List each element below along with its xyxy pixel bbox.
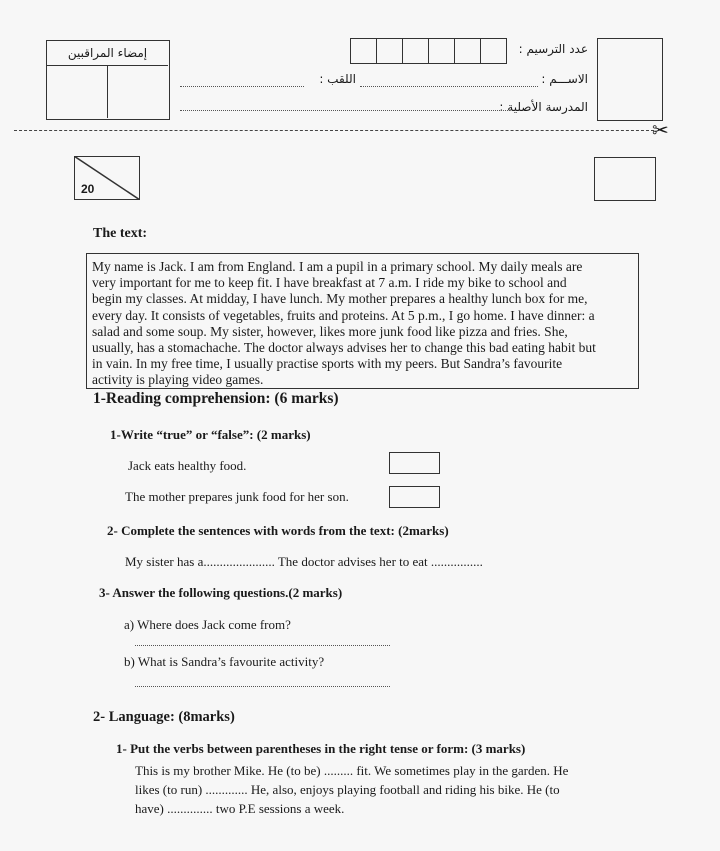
first-name-field[interactable] <box>360 86 538 87</box>
language-q1-title: 1- Put the verbs between parentheses in the right tense or form: (3 marks) <box>116 741 526 756</box>
signature-divider <box>107 66 108 118</box>
tf-answer-box-1[interactable] <box>389 452 440 474</box>
score-value: 20 <box>81 182 95 196</box>
q3-title: 3- Answer the following questions.(2 marks) <box>99 585 343 600</box>
passage-box <box>86 253 639 389</box>
passage-line: begin my classes. At midday, I have lunch. My mother prepares a healthy lunch box for me, <box>92 291 588 307</box>
section2-title: 2- Language: (8marks) <box>93 709 235 725</box>
language-q1-line-3[interactable]: have) .............. two P.E sessions a week. <box>135 801 345 816</box>
q3-answer-a-line[interactable] <box>135 645 390 646</box>
q3-question-b: b) What is Sandra’s favourite activity? <box>124 654 325 669</box>
passage-line: salad and some soup. My sister, however, likes more junk food like pizza and fries. She, <box>92 323 568 339</box>
mark-box <box>594 157 656 201</box>
original-school-field[interactable] <box>180 110 510 111</box>
section1-title: 1-Reading comprehension: (6 marks) <box>93 390 339 407</box>
score-box <box>74 156 140 200</box>
surname-field[interactable] <box>180 86 304 87</box>
invigilators-signature-box <box>46 40 170 120</box>
q3-answer-b-line[interactable] <box>135 686 390 687</box>
passage-line: usually, has a stomachache. The doctor always advises her to change this bad eating habit but <box>92 340 596 356</box>
q1-title: 1-Write “true” or “false”: (2 marks) <box>110 427 311 442</box>
q2-sentence[interactable]: My sister has a...................... The doctor advises her to eat ................ <box>125 554 483 569</box>
passage-line: My name is Jack. I am from England. I am a pupil in a primary school. My daily meals are <box>92 259 583 274</box>
language-q1-line-1[interactable]: This is my brother Mike. He (to be) ......... fit. We sometimes play in the garden. He <box>135 763 569 778</box>
passage-line: very important for me to keep fit. I have breakfast at 7 a.m. I ride my bike to school and <box>92 275 567 291</box>
cut-line <box>14 130 654 131</box>
original-school-label: المدرسة الأصلية : <box>499 100 588 114</box>
passage-line: every day. It consists of vegetables, fruits and proteins. At 5 p.m., I go home. I have dinner: a <box>92 307 595 323</box>
tf-statement-1: Jack eats healthy food. <box>128 458 247 473</box>
tf-statement-2: The mother prepares junk food for her son. <box>125 489 349 504</box>
scissors-icon: ✂ <box>652 118 669 142</box>
id-photo-box <box>597 38 663 121</box>
tf-answer-box-2[interactable] <box>389 486 440 508</box>
language-q1-line-2[interactable]: likes (to run) ............. He, also, enjoys playing football and riding his bike. He (to <box>135 782 560 797</box>
surname-label: اللقب : <box>319 72 356 86</box>
first-name-label: الاســـم : <box>541 72 588 86</box>
passage-line: activity is playing video games. <box>92 372 264 388</box>
q2-title: 2- Complete the sentences with words from the text: (2marks) <box>107 523 449 538</box>
text-title: The text: <box>93 226 148 241</box>
passage-line: in vain. In my free time, I usually practise sports with my peers. But Sandra’s favourite <box>92 356 563 372</box>
invigilators-signature-label: إمضاء المراقبين <box>47 41 168 66</box>
registration-number-label: عدد الترسيم : <box>518 42 588 56</box>
q3-question-a: a) Where does Jack come from? <box>124 617 291 632</box>
